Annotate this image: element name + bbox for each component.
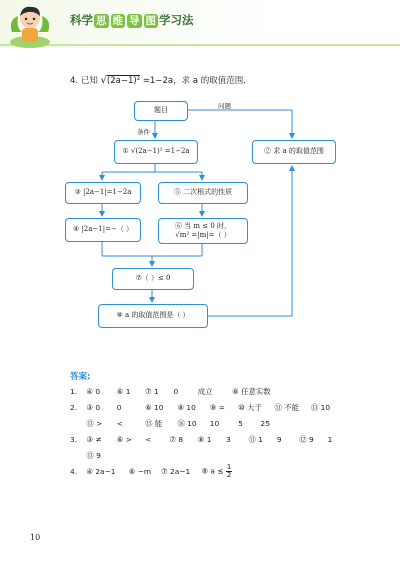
answer-row-2b: ⑬ > < ⑮ 能 ⑯ 10 10 5 25 — [86, 419, 270, 428]
header-chip: 维 — [112, 15, 123, 27]
answers-title: 答案: — [70, 372, 91, 382]
flow-box-6 — [158, 218, 248, 244]
flow-box-6-line1: ⑥ 当 m ≤ 0 时， — [174, 221, 232, 230]
flow-box-6-line2: √m² =|m|=（ ） — [175, 231, 231, 239]
answer-row-2: 2. ③ 0 0 ⑥ 10 ⑧ 10 ⑨ = ⑩ 大于 ⑪ 不能 ⑬ 10 — [70, 403, 331, 412]
flow-box-4: ④ |2a−1|=−（ ） — [65, 218, 141, 242]
flow-box-3: ③ |2a−1|=1−2a — [65, 182, 141, 204]
header-chip: 图 — [145, 15, 156, 27]
flow-box-5: ⑤ 二次根式的性质 — [158, 182, 248, 204]
question-text: 4. 已知 √(2a−1)² =1−2a，求 a 的取值范围． — [70, 75, 252, 86]
answer-row-3: 3. ③ ≠ ⑥ > < ⑦ 8 ⑧ 1 3 ⑪ 1 9 ⑫ 9 1 — [70, 435, 333, 444]
flow-box-2: ② 求 a 的取值范围 — [252, 140, 336, 164]
flow-label-question: 问题 — [218, 102, 231, 110]
fraction: $\frac{1}{2}$ — [226, 463, 232, 479]
flow-box-7: ⑦（ ）≤ 0 — [112, 268, 194, 290]
flow-label-condition: 条件 — [137, 128, 150, 136]
answer-row-4: 4. ④ 2a−1 ⑥ −m ⑦ 2a−1 ⑧ a ≤ $\frac{1}{2}$ — [70, 463, 232, 479]
flow-box-title: 题目 — [134, 101, 188, 121]
flow-box-1: ① √(2a−1)² =1−2a — [114, 140, 198, 164]
answer-row-3b: ⑬ 9 — [86, 451, 101, 460]
answer-row-1: 1. ④ 0 ⑥ 1 ⑦ 1 0 成立 ⑧ 任意实数 — [70, 387, 271, 396]
header-title: 科学 思 维 导 图 学习法 — [70, 13, 194, 27]
flow-box-8: ⑧ a 的取值范围是（ ） — [98, 304, 208, 328]
page-number: 10 — [30, 533, 41, 542]
header-chip: 导 — [129, 15, 140, 27]
header-chip: 思 — [96, 15, 107, 27]
